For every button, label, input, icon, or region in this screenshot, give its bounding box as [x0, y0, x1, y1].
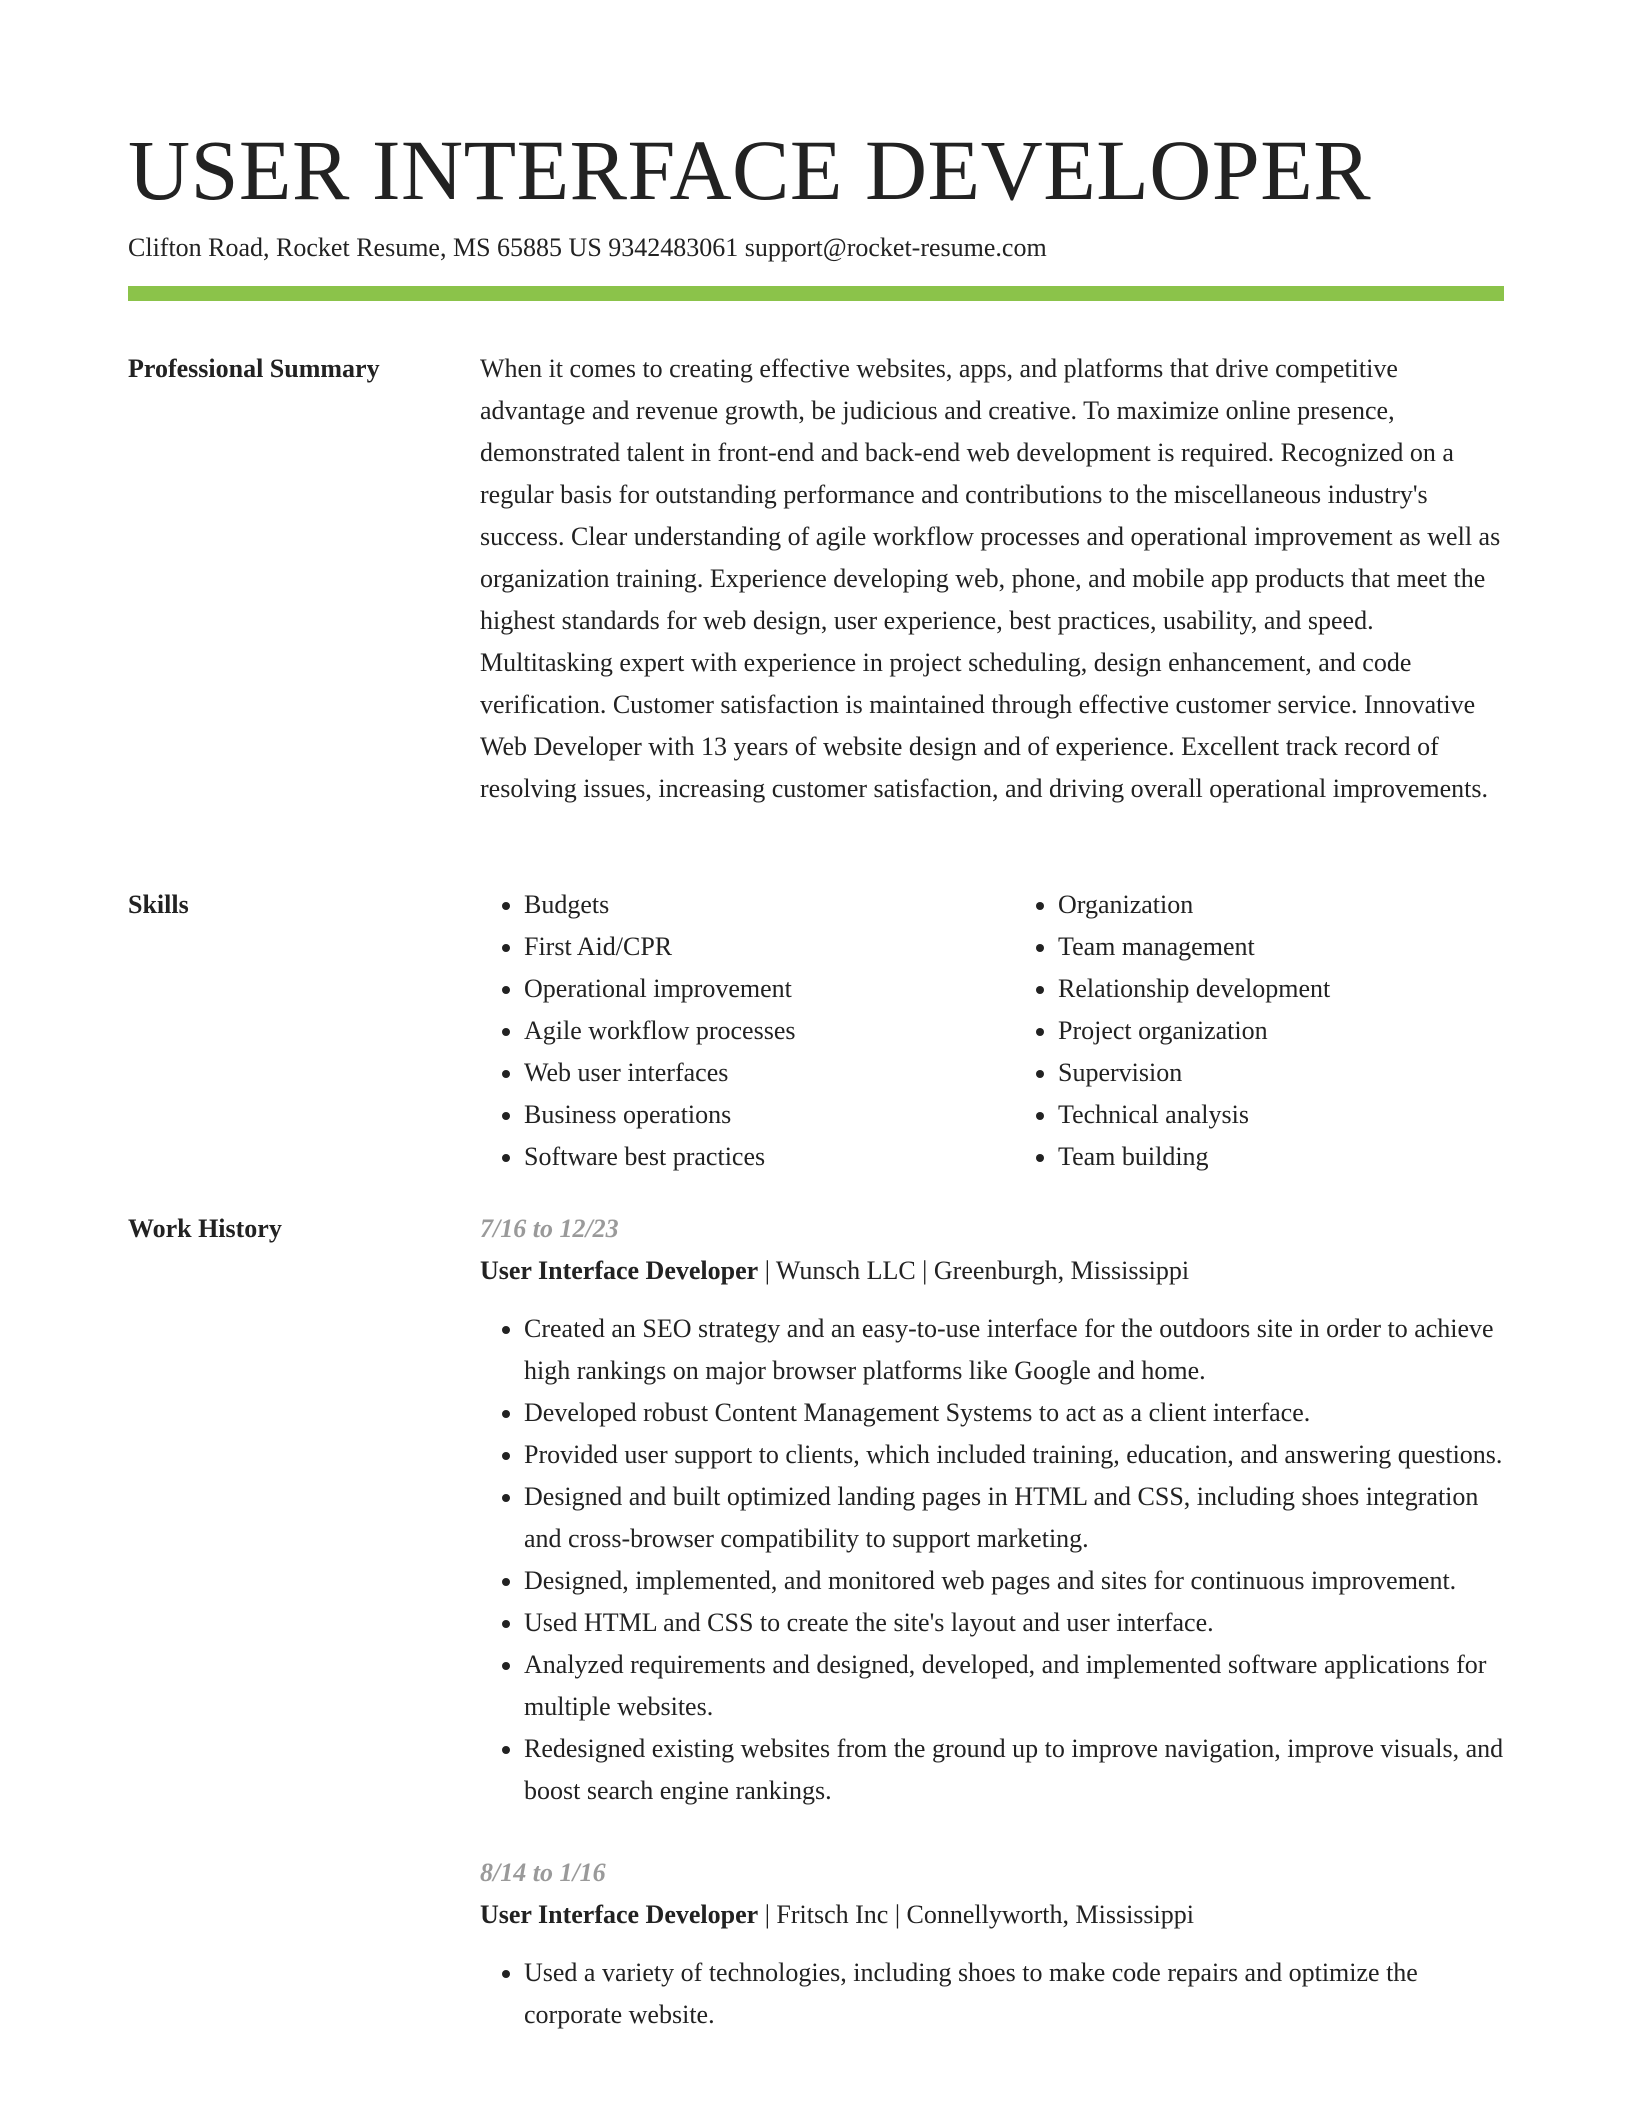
- job-details: | Fritsch Inc | Connellyworth, Mississippi: [758, 1900, 1194, 1929]
- skill-item: • First Aid/CPR: [524, 926, 970, 968]
- job-dates: 7/16 to 12/23: [480, 1214, 619, 1243]
- job-bullet: • Designed and built optimized landing pages in HTML and CSS, including shoes integration and cross-browser compatibility to support marketing.: [524, 1476, 1504, 1560]
- job-entry: [480, 1852, 1504, 2036]
- job-bullet: • Developed robust Content Management Systems to act as a client interface.: [524, 1392, 1504, 1434]
- skills-columns: [480, 884, 1504, 1178]
- skills-section: [128, 884, 1504, 1184]
- summary-text: When it comes to creating effective websites, apps, and platforms that drive competitive advantage and revenue growth, be judicious and creative. To maximize online presence, demonstrated talent in front-end and back-end web development is required. Recognized on a regular basis for outstanding performance and contributions to the miscellaneous industry's success. Clear understanding of agile workflow processes and operational improvement as well as organization training. Experience developing web, phone, and mobile app products that meet the highest standards for web design, user experience, best practices, usability, and speed. Multitasking expert with experience in project scheduling, design enhancement, and code verification. Customer satisfaction is maintained through effective customer service. Innovative Web Developer with 13 years of website design and of experience. Excellent track record of resolving issues, increasing customer satisfaction, and driving overall operational improvements.: [480, 354, 1501, 803]
- job-bullet: • Designed, implemented, and monitored web pages and sites for continuous improvement.: [524, 1560, 1504, 1602]
- skill-item: • Business operations: [524, 1094, 970, 1136]
- job-title: User Interface Developer: [480, 1900, 759, 1929]
- resume-title: USER INTERFACE DEVELOPER: [128, 122, 1372, 218]
- job-bullet: • Analyzed requirements and designed, developed, and implemented software applications for multiple websites.: [524, 1644, 1504, 1728]
- skill-item: • Web user interfaces: [524, 1052, 970, 1094]
- header-divider: [128, 286, 1504, 301]
- skill-item: • Team management: [1058, 926, 1504, 968]
- skill-item: • Software best practices: [524, 1136, 970, 1178]
- skill-item: • Organization: [1058, 884, 1504, 926]
- skill-item: • Operational improvement: [524, 968, 970, 1010]
- work-history-section: [128, 1208, 1504, 2108]
- skill-item: • Budgets: [524, 884, 970, 926]
- skill-item: • Agile workflow processes: [524, 1010, 970, 1052]
- summary-section: [128, 348, 1504, 848]
- job-entry: [480, 1208, 1504, 1812]
- contact-line: Clifton Road, Rocket Resume, MS 65885 US 9342483061 support@rocket-resume.com: [128, 233, 1047, 262]
- job-details: | Wunsch LLC | Greenburgh, Mississippi: [758, 1256, 1190, 1285]
- skills-list-right: [1014, 884, 1504, 1178]
- skill-item: • Technical analysis: [1058, 1094, 1504, 1136]
- job-heading: [480, 1894, 1504, 1936]
- job-bullet-list: [480, 1308, 1504, 1812]
- section-label-skills: Skills: [128, 890, 189, 919]
- job-bullet: • Created an SEO strategy and an easy-to-use interface for the outdoors site in order to achieve high rankings on major browser platforms like Google and home.: [524, 1308, 1504, 1392]
- skill-item: • Relationship development: [1058, 968, 1504, 1010]
- skill-item: • Supervision: [1058, 1052, 1504, 1094]
- job-dates: 8/14 to 1/16: [480, 1858, 606, 1887]
- skill-item: • Project organization: [1058, 1010, 1504, 1052]
- section-label-work-history: Work History: [128, 1214, 282, 1243]
- summary-body: [480, 348, 1504, 810]
- job-bullet: • Used HTML and CSS to create the site's layout and user interface.: [524, 1602, 1504, 1644]
- section-label-summary: Professional Summary: [128, 354, 380, 383]
- job-bullet: • Redesigned existing websites from the ground up to improve navigation, improve visuals, and boost search engine rankings.: [524, 1728, 1504, 1812]
- job-title: User Interface Developer: [480, 1256, 759, 1285]
- job-heading: [480, 1250, 1504, 1292]
- job-bullet: • Used a variety of technologies, including shoes to make code repairs and optimize the corporate website.: [524, 1952, 1504, 2036]
- job-bullet-list: [480, 1952, 1504, 2036]
- skill-item: • Team building: [1058, 1136, 1504, 1178]
- skills-list-left: [480, 884, 970, 1178]
- skills-body: [480, 884, 1504, 1178]
- job-bullet: • Provided user support to clients, which included training, education, and answering questions.: [524, 1434, 1504, 1476]
- work-history-body: [480, 1208, 1504, 2036]
